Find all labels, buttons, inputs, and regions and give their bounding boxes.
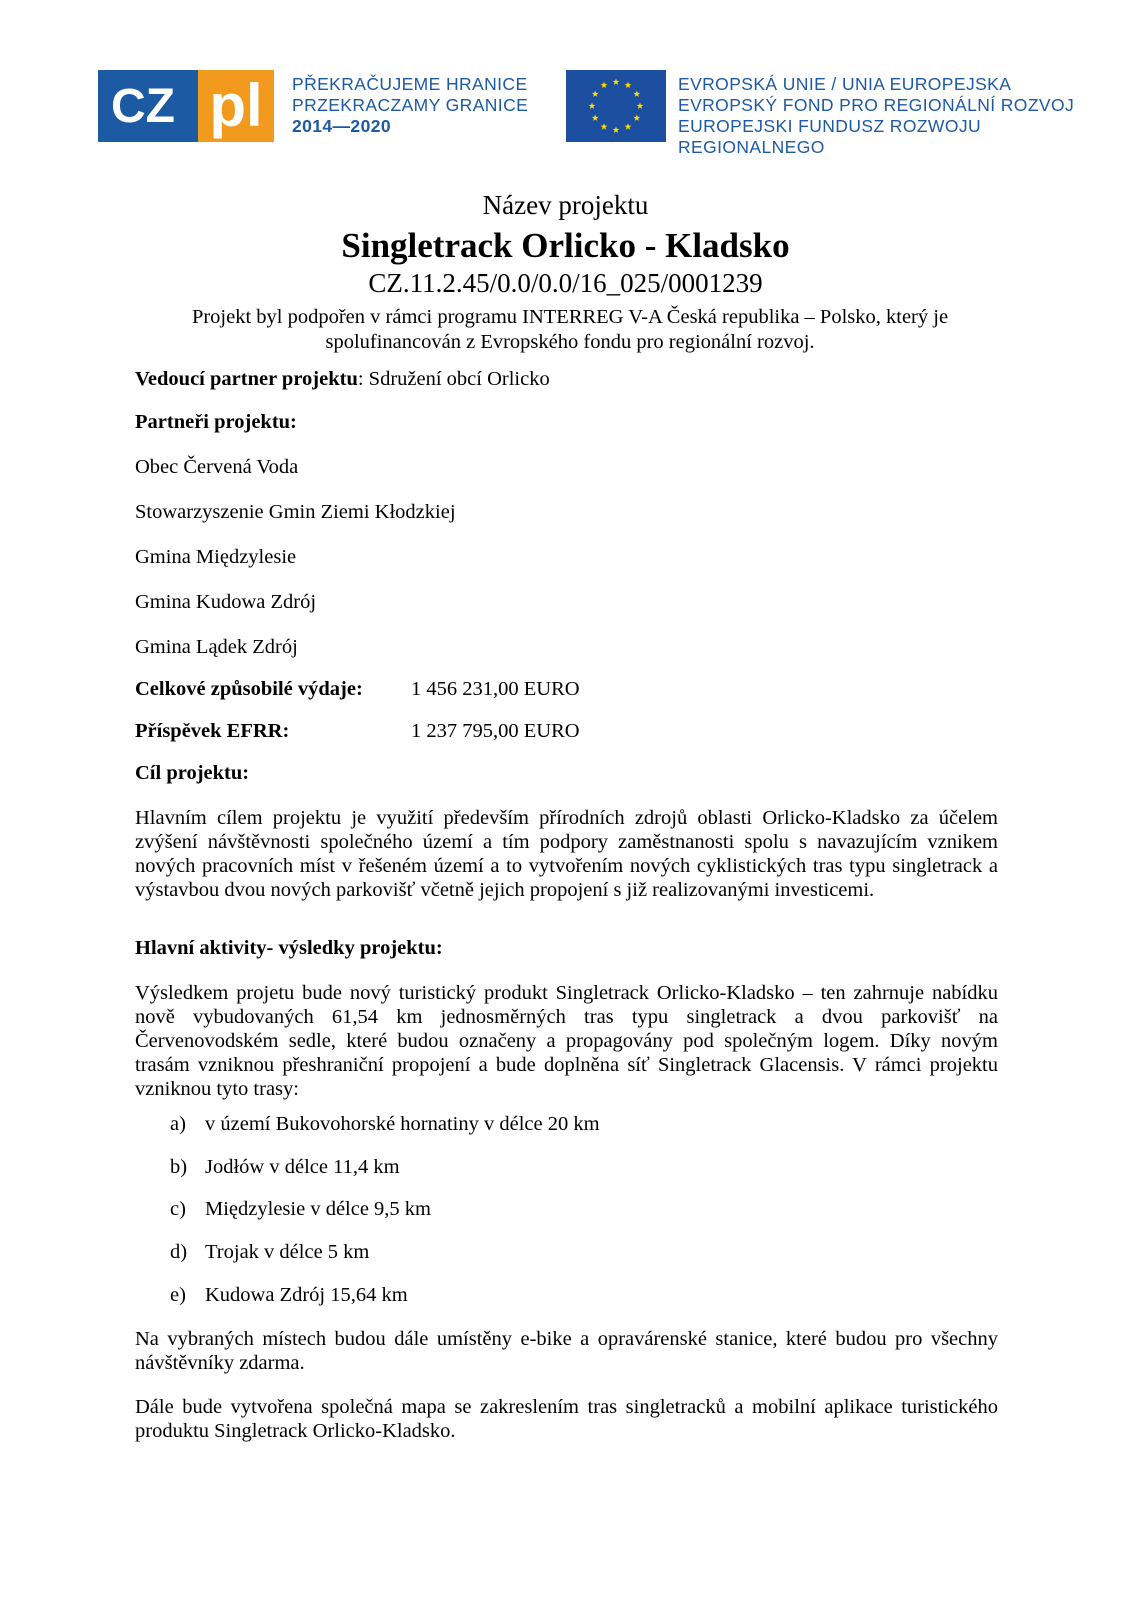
logo-bar	[0, 0, 1131, 160]
cz-pl-years: 2014—2020	[292, 116, 391, 136]
route-text: Kudowa Zdrój 15,64 km	[205, 1284, 408, 1306]
route-marker: b)	[170, 1156, 188, 1178]
route-text: Trojak v délce 5 km	[205, 1241, 370, 1263]
route-item	[170, 1240, 369, 1264]
route-marker: c)	[170, 1198, 186, 1220]
route-marker: d)	[170, 1241, 188, 1263]
funding-note: Projekt byl podpořen v rámci programu INTERREG V-A Česká republika – Polsko, který je spolufinancován z Evropského fondu pro regionální rozvoj.	[191, 306, 949, 353]
route-item	[170, 1283, 408, 1307]
logo-pl-text: pl	[209, 72, 263, 139]
total-expenses-value: 1 456 231,00 EURO	[411, 678, 580, 700]
route-item	[170, 1155, 400, 1179]
eu-flag-icon	[566, 70, 666, 142]
route-item	[170, 1112, 600, 1136]
total-expenses	[135, 677, 580, 701]
efrr-value: 1 237 795,00 EURO	[411, 720, 580, 742]
map-paragraph: Dále bude vytvořena společná mapa se zakreslením tras singletracků a mobilní aplikace turistického produktu Singletrack Orlicko-Kladsko.	[135, 1396, 998, 1442]
route-marker: e)	[170, 1284, 186, 1306]
eu-line-2: EVROPSKÝ FOND PRO REGIONÁLNÍ ROZVOJ	[678, 95, 1075, 115]
eu-line-3: EUROPEJSKI FUNDUSZ ROZWOJU REGIONALNEGO	[678, 116, 982, 157]
logo-cz-text: CZ	[111, 80, 175, 133]
partner-item: Gmina Kudowa Zdrój	[135, 591, 317, 613]
lead-partner-value: : Sdružení obcí Orlicko	[357, 368, 550, 390]
lead-partner	[135, 367, 550, 391]
partner-item: Obec Červená Voda	[135, 456, 299, 478]
partners-label: Partneři projektu:	[135, 411, 297, 433]
goal-text: Hlavním cílem projektu je využití především přírodních zdrojů oblasti Orlicko-Kladsko za účelem zvýšení návštěvnosti společného území a tím podpory zaměstnanosti spolu s navazujícím vznikem nových pracovních míst v řešeném území a to vytvořením nových cyklistických tras typu singletrack a výstavbou dvou nových parkovišť včetně jejich propojení s již realizovanými investicemi.	[135, 807, 998, 901]
route-text: v území Bukovohorské hornatiny v délce 20 km	[205, 1113, 600, 1135]
route-item	[170, 1197, 431, 1221]
cz-pl-logo	[98, 70, 274, 142]
route-text: Jodłów v délce 11,4 km	[205, 1156, 400, 1178]
total-expenses-label: Celkové způsobilé výdaje:	[135, 678, 363, 700]
cz-pl-line-2: PRZEKRACZAMY GRANICE	[292, 95, 529, 115]
partner-item: Stowarzyszenie Gmin Ziemi Kłodzkiej	[135, 501, 456, 523]
efrr-label: Příspěvek EFRR:	[135, 720, 290, 742]
stations-paragraph: Na vybraných místech budou dále umístěny e-bike a opravárenské stanice, které budou pro všechny návštěvníky zdarma.	[135, 1328, 998, 1374]
goal-label: Cíl projektu:	[135, 762, 250, 784]
eu-line-1: EVROPSKÁ UNIE / UNIA EUROPEJSKA	[678, 74, 1012, 94]
route-marker: a)	[170, 1113, 186, 1135]
cz-pl-programme-text	[292, 74, 528, 137]
partner-item: Gmina Międzylesie	[135, 546, 297, 568]
efrr-contribution	[135, 719, 580, 743]
activities-intro: Výsledkem projetu bude nový turistický produkt Singletrack Orlicko-Kladsko – ten zahrnuje nabídku nově vybudovaných 61,54 km jednosměrných tras typu singletrack a dvou parkovišť na Červenovodském sedle, které budou označeny a propagovány pod společným logem. Díky novým trasám vzniknou přeshraniční propojení a bude doplněna síť Singletrack Glacensis. V rámci projektu vzniknou tyto trasy:	[135, 982, 998, 1100]
project-title: Singletrack Orlicko - Kladsko	[341, 226, 790, 265]
project-code: CZ.11.2.45/0.0/0.0/16_025/0001239	[368, 268, 763, 298]
activities-label: Hlavní aktivity- výsledky projektu:	[135, 937, 443, 959]
route-text: Międzylesie v délce 9,5 km	[205, 1198, 432, 1220]
eu-fund-text	[678, 74, 1131, 158]
partner-item: Gmina Lądek Zdrój	[135, 636, 298, 658]
project-name-label: Název projektu	[482, 190, 649, 220]
lead-partner-label: Vedoucí partner projektu	[135, 368, 358, 390]
cz-pl-line-1: PŘEKRAČUJEME HRANICE	[292, 74, 528, 94]
